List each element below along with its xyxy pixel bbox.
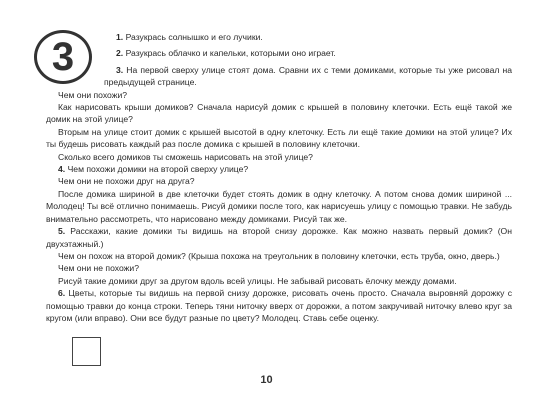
question-4: Чем они не похожи? bbox=[58, 263, 139, 274]
question-1: Чем они похожи? bbox=[58, 89, 128, 100]
item-3 bbox=[46, 64, 512, 89]
item-4-number: 4. bbox=[58, 164, 66, 175]
item-3-number: 3. bbox=[116, 64, 124, 75]
paragraph-5: Рисуй такие домики друг за другом вдоль всей улицы. Не забывай рисовать ёлочку между домами. bbox=[58, 275, 457, 286]
item-5-text: Расскажи, какие домики ты видишь на второй снизу дорожке. Как можно назвать первый домик? (Он двухэтажный.) bbox=[46, 226, 512, 249]
question-3: Чем он похож на второй домик? (Крыша похожа на треугольник в половину клеточки, есть труба, окно, дверь.) bbox=[58, 250, 500, 261]
instructions-text bbox=[46, 31, 512, 324]
paragraph-2: Вторым на улице стоит домик с крышей высотой в одну клеточку. Есть ли ещё такие домики на этой улице? Их ты будешь рисовать каждый раз после домика с крышей в половину клеточки. bbox=[46, 126, 512, 150]
item-5 bbox=[46, 225, 512, 250]
item-6-text: Цветы, которые ты видишь на первой снизу дорожке, рисовать очень просто. Сначала выровняй дорожку с помощью травки до конца строки. Теперь тяни ниточку вверх от дорожки, а потом закручивай ниточку влево круг за кругом (или вправо). Они все будут разные по цвету? Молодец. Ставь себе оценку. bbox=[46, 288, 512, 323]
item-1 bbox=[46, 31, 512, 43]
item-1-number: 1. bbox=[116, 32, 124, 42]
section-number: 3 bbox=[51, 35, 75, 79]
item-4 bbox=[46, 163, 512, 175]
paragraph-3: Сколько всего домиков ты сможешь нарисовать на этой улице? bbox=[58, 151, 313, 162]
item-3-text: На первой сверху улице стоят дома. Сравни их с теми домиками, которые ты уже рисовал на предыдущей странице. bbox=[104, 64, 513, 88]
paragraph-1: Как нарисовать крыши домиков? Сначала нарисуй домик с крышей в половину клеточки. Есть ещё такой же домик на этой улице? bbox=[46, 102, 512, 125]
item-6 bbox=[46, 287, 512, 324]
item-4-text: Чем похожи домики на второй сверху улице? bbox=[67, 164, 249, 175]
question-2: Чем они не похожи друг на друга? bbox=[58, 176, 195, 187]
item-2-number: 2. bbox=[116, 48, 124, 59]
grade-box[interactable] bbox=[72, 337, 101, 366]
paragraph-4: После домика шириной в две клеточки будет стоять домик в одну клеточку. А потом снова домик шириной ... Молодец! Ты всё отлично понимаешь. Рисуй домики после того, как нарисуешь улицу с помощью травки. Не забудь внимательно рассмотреть, что нарисовано между домиками. Рисуй так же. bbox=[46, 188, 512, 224]
item-5-number: 5. bbox=[58, 226, 66, 237]
page-number: 10 bbox=[260, 374, 273, 386]
item-2-text: Разукрась облачко и капельки, которыми оно играет. bbox=[125, 48, 336, 59]
item-6-number: 6. bbox=[58, 288, 66, 299]
item-2 bbox=[46, 47, 512, 59]
item-1-text: Разукрась солнышко и его лучики. bbox=[125, 32, 263, 42]
